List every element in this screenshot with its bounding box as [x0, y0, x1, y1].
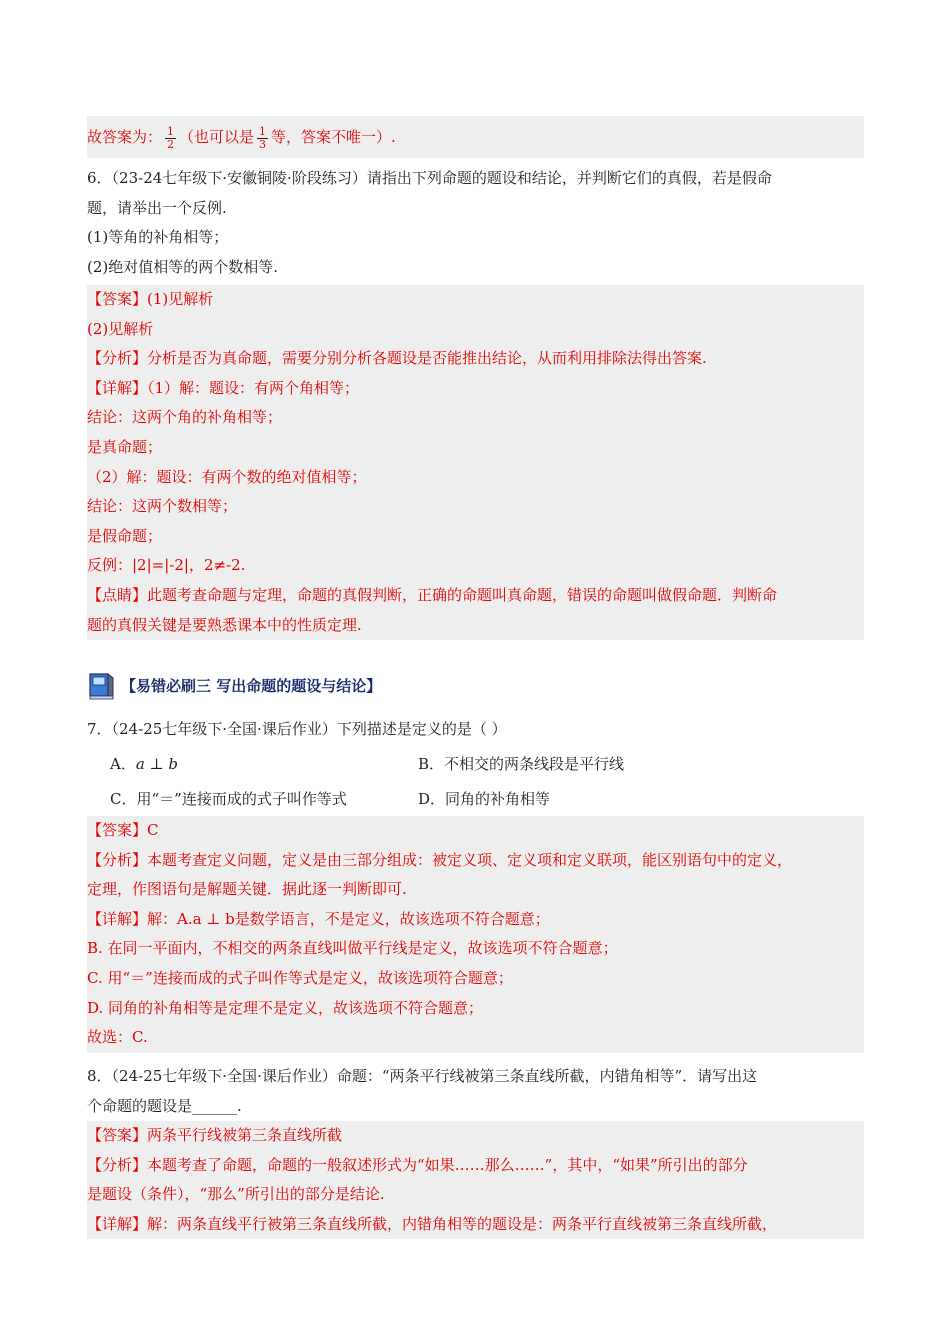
q7-option-d: D．同角的补角相等	[418, 790, 551, 808]
q5-answer-line: 故答案为： $\frac{1}{2}$ （也可以是 $\frac{1}{3}$ 等，答案不唯一）.	[87, 124, 396, 151]
q6-answer-line: 是假命题；	[87, 526, 163, 545]
q7-answer-block	[87, 816, 864, 1053]
q7-answer-line: 【答案】C	[87, 821, 159, 839]
q7-option-a-math: a ⊥ b	[135, 755, 179, 773]
q6-answer-line: 【分析】分析是否为真命题，需要分别分析各题设是否能推出结论，从而利用排除法得出答案.	[87, 349, 707, 368]
q7-answer-line: 定理，作图语句是解题关键．据此逐一判断即可.	[87, 880, 407, 899]
fraction-one-third: $\frac{1}{3}$	[259, 124, 267, 151]
q8-answer-line: 【答案】两条平行线被第三条直线所截	[87, 1126, 343, 1144]
q6-answer-line: （2）解：题设：有两个数的绝对值相等；	[87, 467, 367, 486]
q7-stem: 7．（24-25七年级下·全国·课后作业）下列描述是定义的是（ ）	[87, 720, 507, 738]
q8-answer-line: 是题设（条件），“那么”所引出的部分是结论.	[87, 1185, 385, 1204]
book-icon	[87, 670, 117, 700]
q8-answer-block	[87, 1121, 864, 1239]
q6-answer-block	[87, 285, 864, 640]
q6-answer-line: (2)见解析	[87, 319, 154, 338]
section-title: 【易错必刷三 写出命题的题设与结论】	[121, 676, 382, 695]
q7-option-a: A．a ⊥ b	[110, 755, 179, 773]
q7-answer-line: 故选：C.	[87, 1028, 148, 1047]
q6-stem: 6．（23-24七年级下·安徽铜陵·阶段练习）请指出下列命题的题设和结论，并判断它们的真假，若是假命 题，请举出一个反例. (1)等角的补角相等； (2)绝对值相等的两个数相等.	[87, 169, 772, 276]
q6-answer-line: 【答案】(1)见解析	[87, 290, 214, 308]
q6-answer-line: 题的真假关键是要熟悉课本中的性质定理.	[87, 615, 362, 634]
q6-answer-line: 【详解】（1）解：题设：有两个角相等；	[87, 378, 360, 397]
q5-answer-block	[87, 116, 864, 158]
q7-answer-line: 【详解】解：A.a ⊥ b是数学语言，不是定义，故该选项不符合题意；	[87, 909, 550, 928]
q6-answer-line: 反例：|2|=|-2|，2≠-2.	[87, 556, 246, 575]
section-header	[87, 668, 381, 702]
q7-answer-line: B. 在同一平面内，不相交的两条直线叫做平行线是定义，故该选项不符合题意；	[87, 939, 618, 958]
q7-answer-line: 【分析】本题考查定义问题，定义是由三部分组成：被定义项、定义项和定义联项，能区别语句中的定义，	[87, 850, 793, 869]
q8-answer-line: 【详解】解：两条直线平行被第三条直线所截，内错角相等的题设是：两条平行直线被第三条直线所截，	[87, 1214, 778, 1233]
q6-answer-line: 结论：这两个数相等；	[87, 497, 238, 516]
q7-answer-line: C. 用“＝”连接而成的式子叫作等式是定义，故该选项符合题意；	[87, 968, 513, 987]
q6-answer-line: 结论：这两个角的补角相等；	[87, 408, 283, 427]
q7-option-b: B．不相交的两条线段是平行线	[418, 755, 625, 773]
q6-answer-line: 【点睛】此题考查命题与定理，命题的真假判断，正确的命题叫真命题，错误的命题叫做假命题．判断命	[87, 585, 778, 604]
q6-answer-line: 是真命题；	[87, 437, 163, 456]
q8-answer-line: 【分析】本题考查了命题，命题的一般叙述形式为“如果……那么……”，其中，“如果”所引出的部分	[87, 1155, 748, 1174]
q8-stem: 8．（24-25七年级下·全国·课后作业）命题：“两条平行线被第三条直线所截，内错角相等”．请写出这 个命题的题设是______.	[87, 1067, 758, 1115]
q7-answer-line: D. 同角的补角相等是定理不是定义，故该选项不符合题意；	[87, 998, 484, 1017]
fraction-one-half: $\frac{1}{2}$	[167, 124, 175, 151]
q7-option-c: C．用“＝”连接而成的式子叫作等式	[110, 790, 347, 808]
